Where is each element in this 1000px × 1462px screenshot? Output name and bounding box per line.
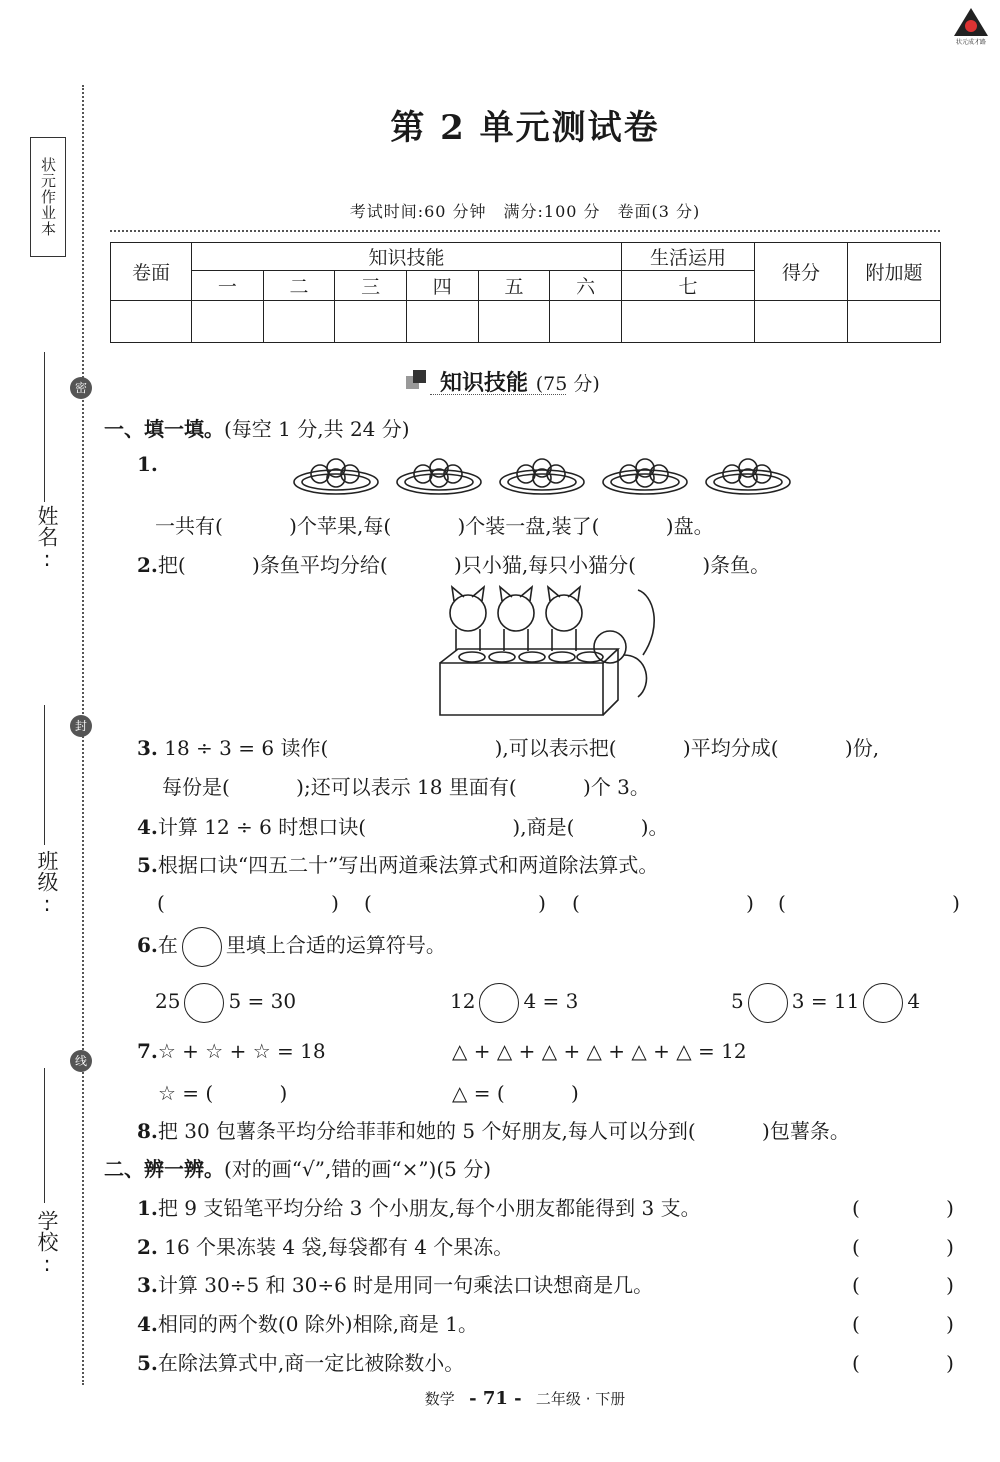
th-col5: 五 bbox=[478, 271, 550, 301]
q6-eq1-b: 5 = 30 bbox=[228, 989, 297, 1013]
q4-text: 计算 12 ÷ 6 时想口诀( ),商是( )。 bbox=[157, 815, 669, 839]
q2-num: 2. bbox=[137, 553, 158, 577]
section-knowledge bbox=[440, 366, 600, 397]
judge-4-blank[interactable]: ( ) bbox=[852, 1312, 954, 1336]
score-cell[interactable] bbox=[755, 301, 848, 343]
q2-text: 把( )条鱼平均分给( )只小猫,每只小猫分( )条鱼。 bbox=[157, 553, 771, 577]
judge-1-blank[interactable]: ( ) bbox=[852, 1196, 954, 1220]
score-cell[interactable] bbox=[622, 301, 755, 343]
part2-note: (对的画“√”,错的画“×”)(5 分) bbox=[224, 1157, 492, 1181]
exam-info: 考试时间:60 分钟 满分:100 分 卷面(3 分) bbox=[349, 202, 701, 221]
operator-circle bbox=[182, 927, 222, 967]
q6-eq1-a: 25 bbox=[155, 989, 181, 1013]
judge-3-num: 3. bbox=[137, 1273, 158, 1297]
section-underline bbox=[430, 394, 566, 395]
q5-line bbox=[137, 849, 658, 878]
th-col2: 二 bbox=[263, 271, 335, 301]
q7-ans1: ☆ = ( ) bbox=[158, 1081, 288, 1105]
q6-text-b: 里填上合适的运算符号。 bbox=[225, 933, 446, 957]
section-points: (75 分) bbox=[535, 373, 600, 395]
part1-heading bbox=[104, 413, 410, 442]
part2-heading bbox=[104, 1153, 491, 1182]
th-juanmian: 卷面 bbox=[111, 243, 192, 301]
footer-subject: 数学 bbox=[424, 1390, 455, 1408]
th-col4: 四 bbox=[406, 271, 478, 301]
page-title: 第 2 单元测试卷 bbox=[390, 108, 660, 148]
q3-line1 bbox=[137, 732, 879, 761]
q7-num: 7. bbox=[137, 1039, 158, 1063]
judge-2-text: 16 个果冻装 4 袋,每袋都有 4 个果冻。 bbox=[157, 1235, 514, 1259]
q5-text: 根据口诀“四五二十”写出两道乘法算式和两道除法算式。 bbox=[157, 853, 659, 877]
q6-eq3-a: 5 bbox=[731, 989, 744, 1013]
part2-head: 二、辨一辨。 bbox=[104, 1157, 224, 1181]
q6-num: 6. bbox=[137, 933, 158, 957]
judge-2-num: 2. bbox=[137, 1235, 158, 1259]
q6-eq2 bbox=[450, 981, 578, 1023]
judge-2 bbox=[137, 1231, 513, 1260]
page-number: - 71 - bbox=[469, 1388, 522, 1409]
q3-text1: 18 ÷ 3 = 6 读作( ),可以表示把( )平均分成( )份, bbox=[157, 736, 880, 760]
q7-eq2: △ + △ + △ + △ + △ + △ = 12 bbox=[452, 1039, 747, 1063]
judge-5-blank[interactable]: ( ) bbox=[852, 1351, 954, 1375]
q5-num: 5. bbox=[137, 853, 158, 877]
score-cell[interactable] bbox=[406, 301, 478, 343]
th-col1: 一 bbox=[192, 271, 264, 301]
th-col3: 三 bbox=[335, 271, 407, 301]
q6-eq1-circle[interactable] bbox=[184, 983, 224, 1023]
judge-4-text: 相同的两个数(0 除外)相除,商是 1。 bbox=[157, 1312, 479, 1336]
apple-plates-illustration bbox=[292, 450, 792, 500]
name-underline bbox=[44, 352, 45, 502]
score-table bbox=[110, 242, 941, 343]
judge-4 bbox=[137, 1308, 478, 1337]
class-label: 班级: bbox=[35, 850, 59, 916]
name-label: 姓名: bbox=[35, 505, 59, 571]
th-col7: 七 bbox=[622, 271, 755, 301]
page-footer bbox=[0, 1388, 1000, 1409]
logo-text: 状元成才路 bbox=[955, 39, 987, 46]
q8-num: 8. bbox=[137, 1119, 158, 1143]
q6-line bbox=[137, 926, 446, 967]
q6-eq3 bbox=[731, 981, 920, 1023]
seal-xian: 线 bbox=[70, 1050, 92, 1072]
q6-eq1 bbox=[155, 981, 296, 1023]
score-cell[interactable] bbox=[848, 301, 941, 343]
score-cell[interactable] bbox=[550, 301, 622, 343]
brand-box: 状元作业本 bbox=[30, 137, 66, 257]
judge-2-blank[interactable]: ( ) bbox=[852, 1235, 954, 1259]
section-icon bbox=[404, 368, 430, 392]
q1-num: 1. bbox=[137, 452, 158, 476]
q6-eq3-b: 3 = 11 bbox=[791, 989, 860, 1013]
school-underline bbox=[44, 1068, 45, 1203]
score-cell[interactable] bbox=[335, 301, 407, 343]
q6-eq3-circle-1[interactable] bbox=[748, 983, 788, 1023]
judge-3 bbox=[137, 1269, 653, 1298]
footer-grade: 二年级 · 下册 bbox=[535, 1390, 626, 1408]
q8-line bbox=[137, 1115, 850, 1144]
score-cell[interactable] bbox=[192, 301, 264, 343]
q5-blank-1[interactable]: ( ) bbox=[157, 891, 339, 915]
q7-line1 bbox=[137, 1039, 326, 1063]
q6-eq2-b: 4 = 3 bbox=[523, 989, 579, 1013]
q1-text: 一共有( )个苹果,每( )个装一盘,装了( )盘。 bbox=[155, 514, 714, 538]
q6-eq3-circle-2[interactable] bbox=[863, 983, 903, 1023]
judge-5 bbox=[137, 1347, 464, 1376]
th-fujia: 附加题 bbox=[848, 243, 941, 301]
seal-mi: 密 bbox=[70, 377, 92, 399]
score-cell[interactable] bbox=[111, 301, 192, 343]
q4-line bbox=[137, 811, 669, 840]
part1-head: 一、填一填。 bbox=[104, 417, 224, 441]
q2-line bbox=[137, 549, 770, 578]
q7-eq1: ☆ + ☆ + ☆ = 18 bbox=[157, 1039, 326, 1063]
judge-5-text: 在除法算式中,商一定比被除数小。 bbox=[157, 1351, 465, 1375]
th-defen: 得分 bbox=[755, 243, 848, 301]
th-col6: 六 bbox=[550, 271, 622, 301]
school-label: 学校: bbox=[35, 1210, 59, 1276]
judge-3-text: 计算 30÷5 和 30÷6 时是用同一句乘法口诀想商是几。 bbox=[157, 1273, 654, 1297]
judge-1-text: 把 9 支铅笔平均分给 3 个小朋友,每个小朋友都能得到 3 支。 bbox=[157, 1196, 701, 1220]
judge-4-num: 4. bbox=[137, 1312, 158, 1336]
title-divider bbox=[110, 230, 940, 232]
q3-text2: 每份是( );还可以表示 18 里面有( )个 3。 bbox=[162, 775, 650, 799]
section-title: 知识技能 bbox=[440, 371, 529, 396]
q6-eq3-c: 4 bbox=[907, 989, 921, 1013]
q8-text: 把 30 包薯条平均分给菲菲和她的 5 个好朋友,每人可以分到( )包薯条。 bbox=[157, 1119, 850, 1143]
cats-fish-illustration bbox=[438, 585, 668, 720]
th-shenghuo: 生活运用 bbox=[622, 243, 755, 271]
q3-num: 3. bbox=[137, 736, 158, 760]
q4-num: 4. bbox=[137, 815, 158, 839]
q6-text-a: 在 bbox=[157, 933, 178, 957]
th-zhishi: 知识技能 bbox=[192, 243, 622, 271]
q5-blank-4[interactable]: ( ) bbox=[778, 891, 960, 915]
q7-ans2: △ = ( ) bbox=[452, 1081, 579, 1105]
brand-logo bbox=[948, 6, 994, 46]
part1-note: (每空 1 分,共 24 分) bbox=[224, 417, 410, 441]
judge-1-num: 1. bbox=[137, 1196, 158, 1220]
q6-eq2-circle[interactable] bbox=[479, 983, 519, 1023]
judge-5-num: 5. bbox=[137, 1351, 158, 1375]
q6-eq2-a: 12 bbox=[450, 989, 476, 1013]
judge-1 bbox=[137, 1192, 701, 1221]
judge-3-blank[interactable]: ( ) bbox=[852, 1273, 954, 1297]
score-cell[interactable] bbox=[478, 301, 550, 343]
q5-blank-2[interactable]: ( ) bbox=[364, 891, 546, 915]
seal-feng: 封 bbox=[70, 715, 92, 737]
q5-blank-3[interactable]: ( ) bbox=[572, 891, 754, 915]
class-underline bbox=[44, 705, 45, 845]
score-cell[interactable] bbox=[263, 301, 335, 343]
